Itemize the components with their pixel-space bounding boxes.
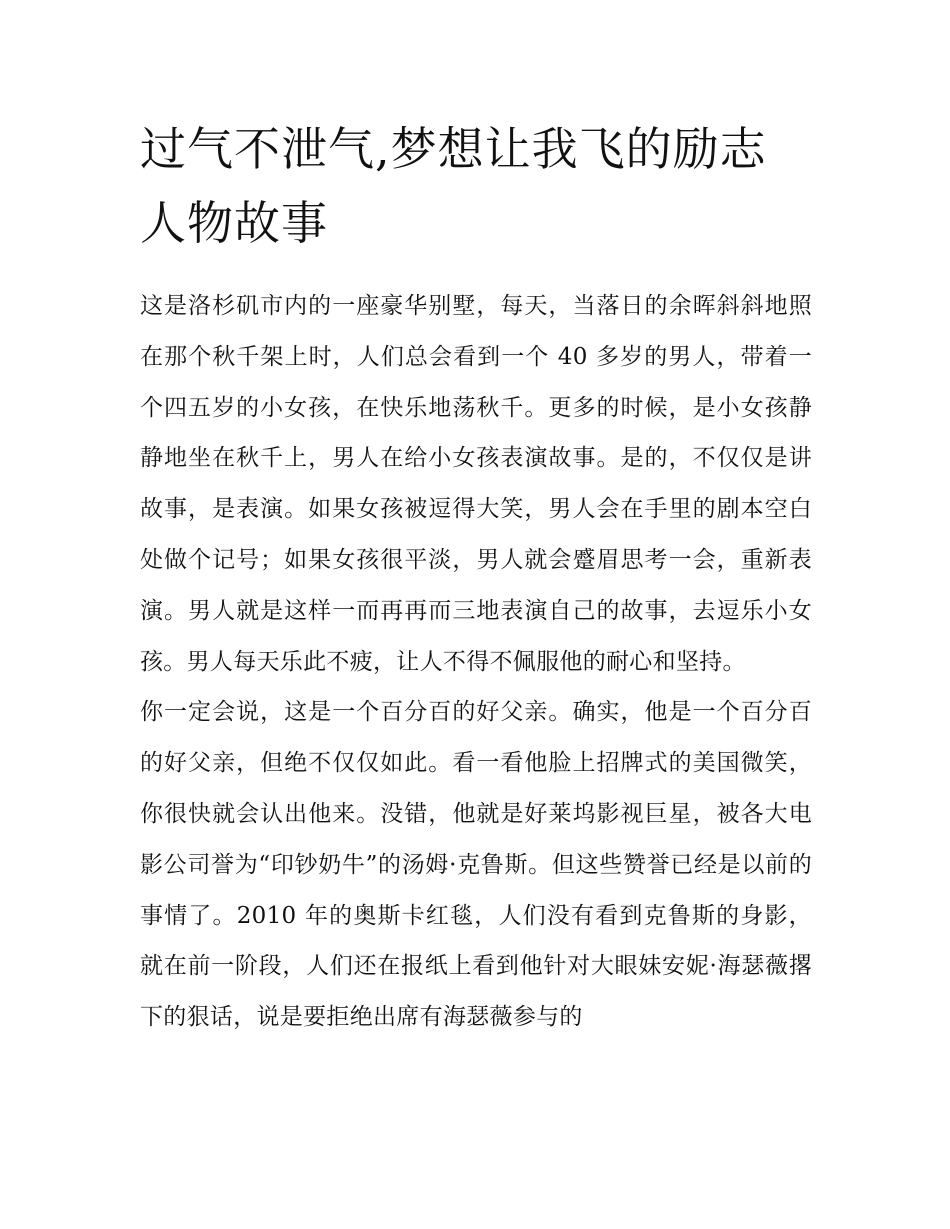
- document-title: 过气不泄气,梦想让我飞的励志人物故事: [140, 122, 767, 250]
- body-paragraph-2: 你一定会说，这是一个百分百的好父亲。确实，他是一个百分百的好父亲，但绝不仅仅如此。看一看他脸上招牌式的美国微笑，你很快就会认出他来。没错，他就是好莱坞影视巨星，被各大电影公司誉为“印钞奶牛”的汤姆·克鲁斯。但这些赞誉已经是以前的事情了。2010 年的奥斯卡红毯，人们没有看到克鲁斯的身影，就在前一阶段，人们还在报纸上看到他针对大眼妹安妮·海瑟薇撂下的狠话，说是要拒绝出席有海瑟薇参与的: [140, 699, 812, 1031]
- document-page: [140, 112, 812, 1043]
- body-paragraph-1: 这是洛杉矶市内的一座豪华别墅，每天，当落日的余晖斜斜地照在那个秋千架上时，人们总会看到一个 40 多岁的男人，带着一个四五岁的小女孩，在快乐地荡秋千。更多的时候，是小女孩静静地坐在秋千上，男人在给小女孩表演故事。是的，不仅仅是讲故事，是表演。如果女孩被逗得大笑，男人会在手里的剧本空白处做个记号；如果女孩很平淡，男人就会蹙眉思考一会，重新表演。男人就是这样一而再再而三地表演自己的故事，去逗乐小女孩。男人每天乐此不疲，让人不得不佩服他的耐心和坚持。: [140, 293, 812, 675]
